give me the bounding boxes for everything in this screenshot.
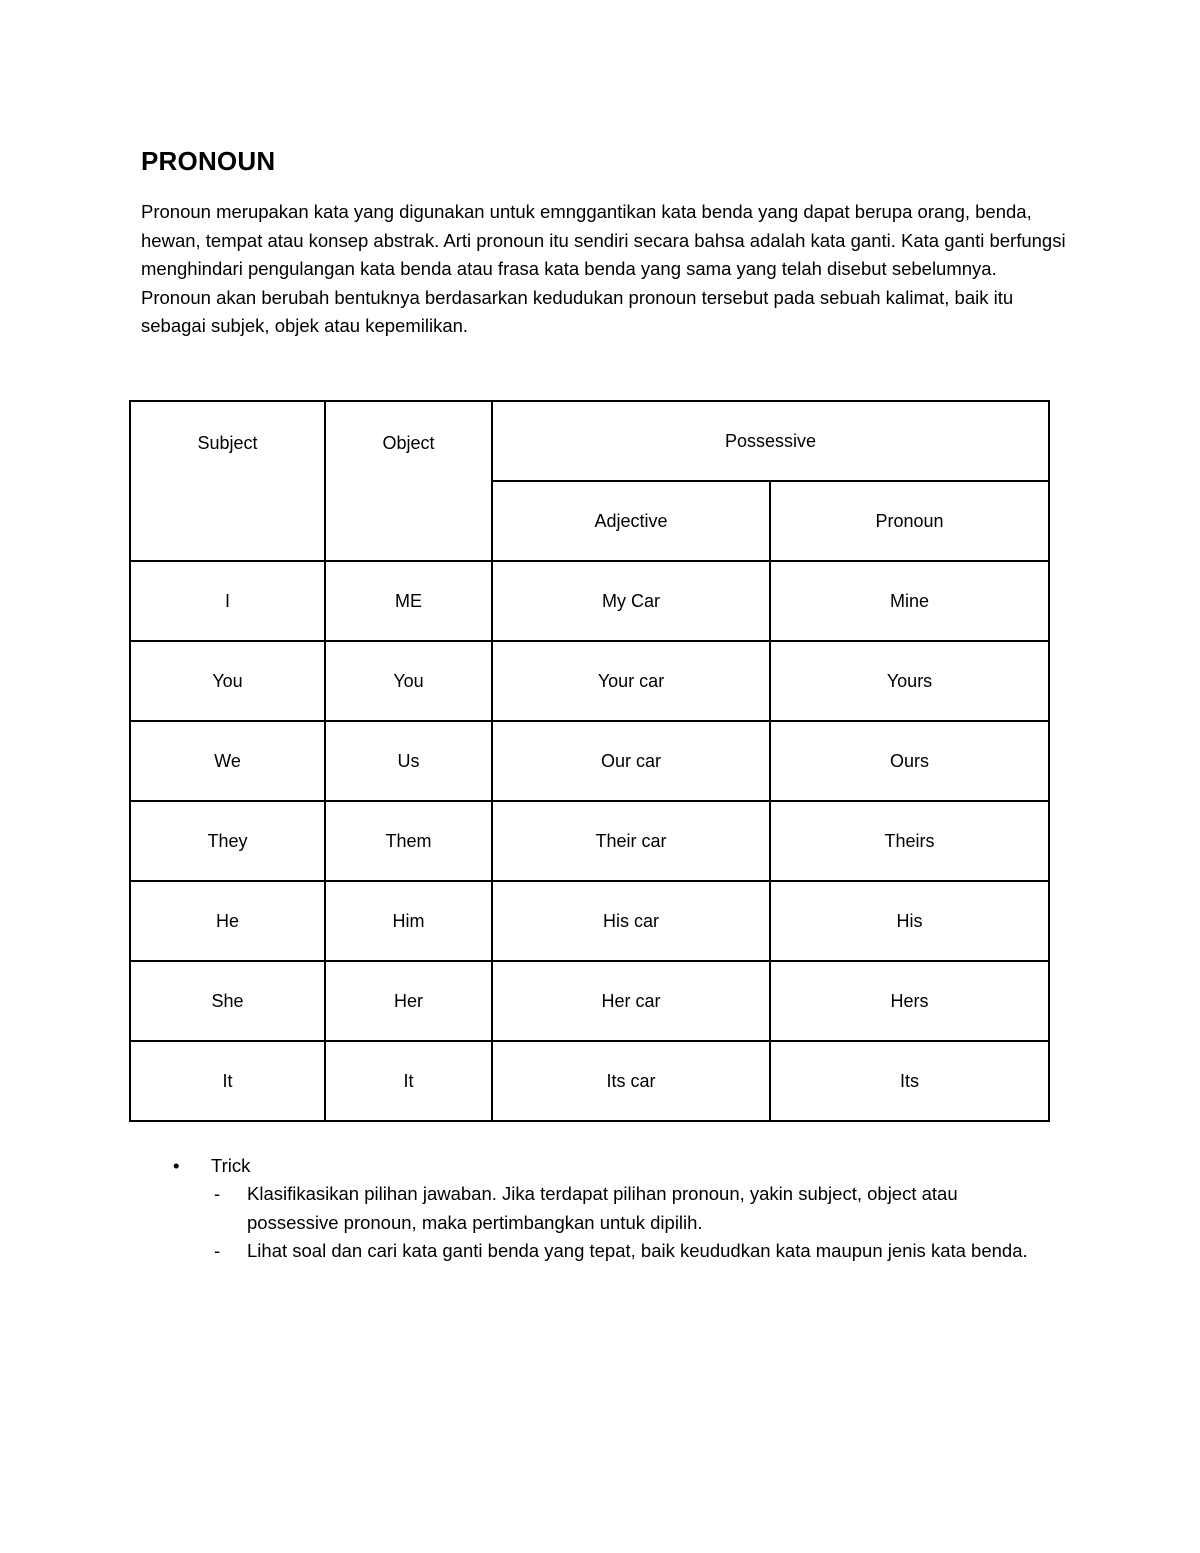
cell-object: You: [325, 641, 492, 721]
table-row: [130, 961, 1049, 1041]
bullet-dot-icon: •: [173, 1155, 180, 1176]
table-row: [130, 641, 1049, 721]
cell-adjective: Her car: [492, 961, 770, 1041]
cell-adjective: Its car: [492, 1041, 770, 1121]
table-header-row: [130, 401, 1049, 481]
header-adjective: Adjective: [492, 481, 770, 561]
dash-icon: -: [214, 1239, 221, 1261]
cell-adjective: His car: [492, 881, 770, 961]
table-row: [130, 561, 1049, 641]
cell-pronoun: His: [770, 881, 1049, 961]
cell-object: Her: [325, 961, 492, 1041]
cell-object: Him: [325, 881, 492, 961]
trick-section: [141, 1152, 1041, 1265]
header-subject: Subject: [130, 401, 325, 561]
cell-subject: We: [130, 721, 325, 801]
intro-paragraph: Pronoun merupakan kata yang digunakan untuk emnggantikan kata benda yang dapat berupa orang, benda, hewan, tempat atau konsep abstrak. Arti pronoun itu sendiri secara bahsa adalah kata ganti. Kata ganti berfungsi menghindari pengulangan kata benda atau frasa kata benda yang sama yang telah disebut sebelumnya. Pronoun akan berubah bentuknya berdasarkan kedudukan pronoun tersebut pada sebuah kalimat, baik itu sebagai subjek, objek atau kepemilikan.: [141, 201, 1066, 337]
cell-object: Us: [325, 721, 492, 801]
list-item: [141, 1237, 1041, 1265]
dash-icon: -: [214, 1183, 221, 1205]
table-row: [130, 801, 1049, 881]
table-row: [130, 881, 1049, 961]
cell-object: It: [325, 1041, 492, 1121]
cell-object: ME: [325, 561, 492, 641]
table-row: [130, 1041, 1049, 1121]
cell-subject: It: [130, 1041, 325, 1121]
page-title: PRONOUN: [141, 146, 276, 176]
table-row: [130, 721, 1049, 801]
cell-pronoun: Theirs: [770, 801, 1049, 881]
cell-subject: They: [130, 801, 325, 881]
header-pronoun: Pronoun: [770, 481, 1049, 561]
cell-subject: She: [130, 961, 325, 1041]
cell-adjective: Our car: [492, 721, 770, 801]
cell-adjective: My Car: [492, 561, 770, 641]
cell-subject: I: [130, 561, 325, 641]
cell-adjective: Their car: [492, 801, 770, 881]
trick-label: Trick: [211, 1155, 251, 1176]
cell-pronoun: Yours: [770, 641, 1049, 721]
trick-item-text: Lihat soal dan cari kata ganti benda yang tepat, baik keududkan kata maupun jenis kata benda.: [247, 1239, 1028, 1261]
cell-pronoun: Hers: [770, 961, 1049, 1041]
cell-subject: You: [130, 641, 325, 721]
cell-pronoun: Mine: [770, 561, 1049, 641]
cell-pronoun: Ours: [770, 721, 1049, 801]
header-possessive: Possessive: [492, 401, 1049, 481]
list-item: [141, 1180, 1041, 1237]
cell-adjective: Your car: [492, 641, 770, 721]
header-object: Object: [325, 401, 492, 561]
cell-pronoun: Its: [770, 1041, 1049, 1121]
trick-item-text: Klasifikasikan pilihan jawaban. Jika terdapat pilihan pronoun, yakin subject, object atau possessive pronoun, maka pertimbangkan untuk dipilih.: [247, 1183, 958, 1233]
cell-object: Them: [325, 801, 492, 881]
trick-bullet: [141, 1152, 1041, 1180]
cell-subject: He: [130, 881, 325, 961]
pronoun-table: [129, 400, 1050, 1122]
